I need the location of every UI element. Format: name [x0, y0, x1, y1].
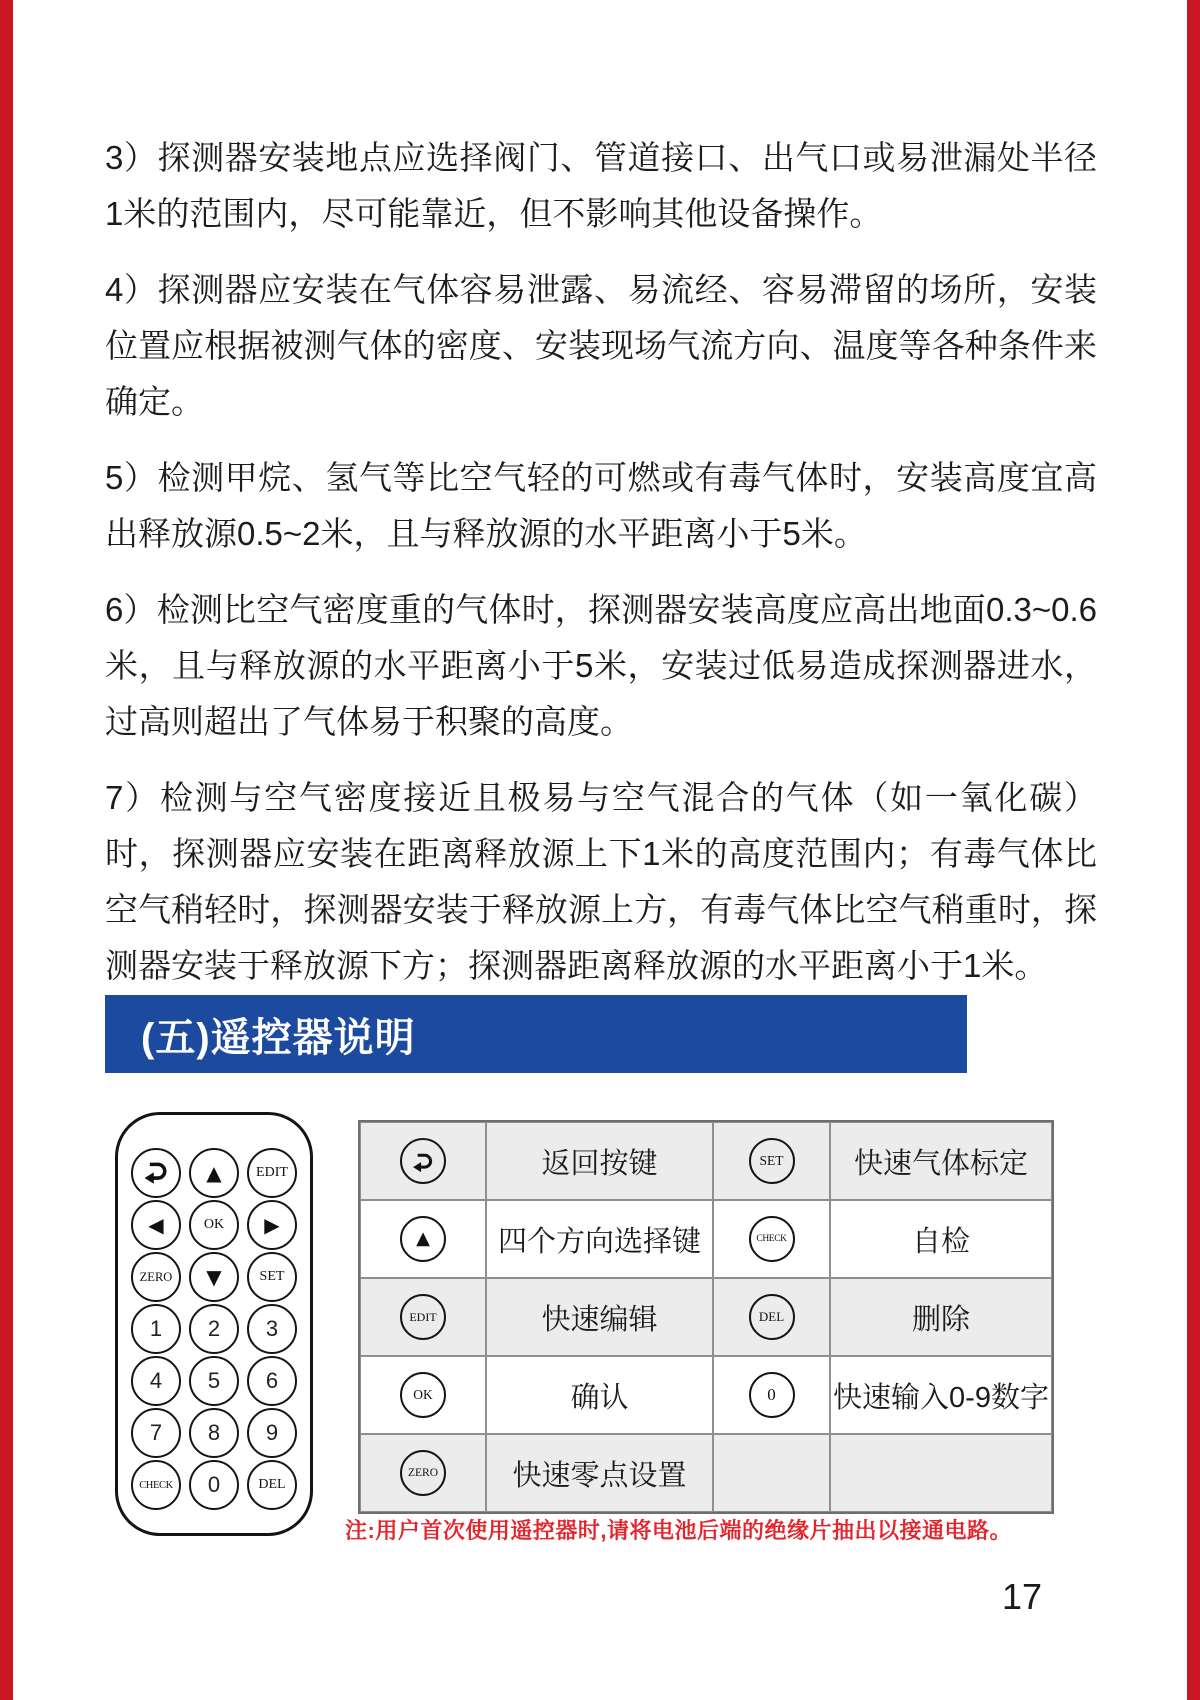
remote-button-ok: OK: [189, 1200, 239, 1250]
installation-instructions: [105, 130, 1097, 1014]
paragraph-5: 5）检测甲烷、氢气等比空气轻的可燃或有毒气体时，安装高度宜高出释放源0.5~2米，且与释放源的水平距离小于5米。: [105, 459, 1097, 552]
table-cell-desc: 返回按键: [486, 1122, 713, 1200]
section-header-band: [105, 995, 967, 1073]
table-cell-desc: 自检: [830, 1200, 1052, 1278]
zero-digit-key-icon: 0: [749, 1372, 795, 1418]
zero-key-icon: ZERO: [400, 1450, 446, 1496]
ok-key-icon: OK: [400, 1372, 446, 1418]
table-cell-desc: 四个方向选择键: [486, 1200, 713, 1278]
remote-button-1: 1: [131, 1304, 181, 1354]
remote-button-del: DEL: [247, 1460, 297, 1510]
remote-button-7: 7: [131, 1408, 181, 1458]
table-cell-desc: 快速气体标定: [830, 1122, 1052, 1200]
table-cell-icon: [360, 1200, 486, 1278]
table-cell-icon: [360, 1356, 486, 1434]
paragraph-3: 3）探测器安装地点应选择阀门、管道接口、出气口或易泄漏处半径1米的范围内，尽可能靠近，但不影响其他设备操作。: [105, 139, 1097, 232]
page-number: 17: [1002, 1576, 1043, 1617]
remote-button-set: SET: [247, 1252, 297, 1302]
remote-control-illustration: [115, 1112, 313, 1536]
paragraph-4: 4）探测器应安装在气体容易泄露、易流经、容易滞留的场所，安装位置应根据被测气体的密度、安装现场气流方向、温度等各种条件来确定。: [105, 271, 1097, 420]
table-cell-desc: 快速零点设置: [486, 1434, 713, 1512]
table-cell-icon: [713, 1356, 830, 1434]
back-arrow-icon: [141, 1156, 171, 1191]
remote-button-8: 8: [189, 1408, 239, 1458]
battery-note: 注:用户首次使用遥控器时,请将电池后端的绝缘片抽出以接通电路。: [345, 1518, 1012, 1543]
remote-button-2: 2: [189, 1304, 239, 1354]
remote-button-zero: ZERO: [131, 1252, 181, 1302]
paragraph-7: 7）检测与空气密度接近且极易与空气混合的气体（如一氧化碳）时，探测器应安装在距离释放源上下1米的高度范围内；有毒气体比空气稍轻时，探测器安装于释放源上方，有毒气体比空气稍重时，探测器安装于释放源下方；探测器距离释放源的水平距离小于1米。: [105, 779, 1097, 984]
table-cell-desc: 确认: [486, 1356, 713, 1434]
back-arrow-icon: [400, 1138, 446, 1184]
table-cell-desc: 快速输入0-9数字: [830, 1356, 1052, 1434]
del-key-icon: DEL: [749, 1294, 795, 1340]
table-cell-desc: 快速编辑: [486, 1278, 713, 1356]
remote-button-right: ▶: [247, 1200, 297, 1250]
table-cell-icon: [713, 1122, 830, 1200]
remote-button-0: 0: [189, 1460, 239, 1510]
table-cell-icon: [713, 1200, 830, 1278]
remote-button-up: ▲: [189, 1148, 239, 1198]
remote-button-3: 3: [247, 1304, 297, 1354]
remote-button-6: 6: [247, 1356, 297, 1406]
paragraph-6: 6）检测比空气密度重的气体时，探测器安装高度应高出地面0.3~0.6米，且与释放源的水平距离小于5米，安装过低易造成探测器进水，过高则超出了气体易于积聚的高度。: [105, 591, 1097, 740]
table-cell-empty: [713, 1434, 830, 1512]
table-cell-icon: [360, 1278, 486, 1356]
table-cell-icon: [360, 1122, 486, 1200]
remote-button-check: CHECK: [131, 1460, 181, 1510]
edit-key-icon: EDIT: [400, 1294, 446, 1340]
remote-button-edit: EDIT: [247, 1148, 297, 1198]
left-edge-red-bar: [0, 0, 13, 1700]
remote-button-left: ◀: [131, 1200, 181, 1250]
remote-button-5: 5: [189, 1356, 239, 1406]
key-function-table: [358, 1120, 1054, 1514]
remote-button-4: 4: [131, 1356, 181, 1406]
up-arrow-key-icon: ▲: [400, 1216, 446, 1262]
section-title: (五)遥控器说明: [141, 1015, 416, 1060]
right-edge-red-bar: [1187, 0, 1200, 1700]
table-cell-empty: [830, 1434, 1052, 1512]
set-key-icon: SET: [749, 1138, 795, 1184]
table-cell-icon: [713, 1278, 830, 1356]
remote-button-grid: [131, 1148, 297, 1510]
remote-button-9: 9: [247, 1408, 297, 1458]
table-cell-desc: 删除: [830, 1278, 1052, 1356]
remote-button-back: [131, 1148, 181, 1198]
remote-button-down: ▼: [189, 1252, 239, 1302]
check-key-icon: CHECK: [749, 1216, 795, 1262]
table-cell-icon: [360, 1434, 486, 1512]
